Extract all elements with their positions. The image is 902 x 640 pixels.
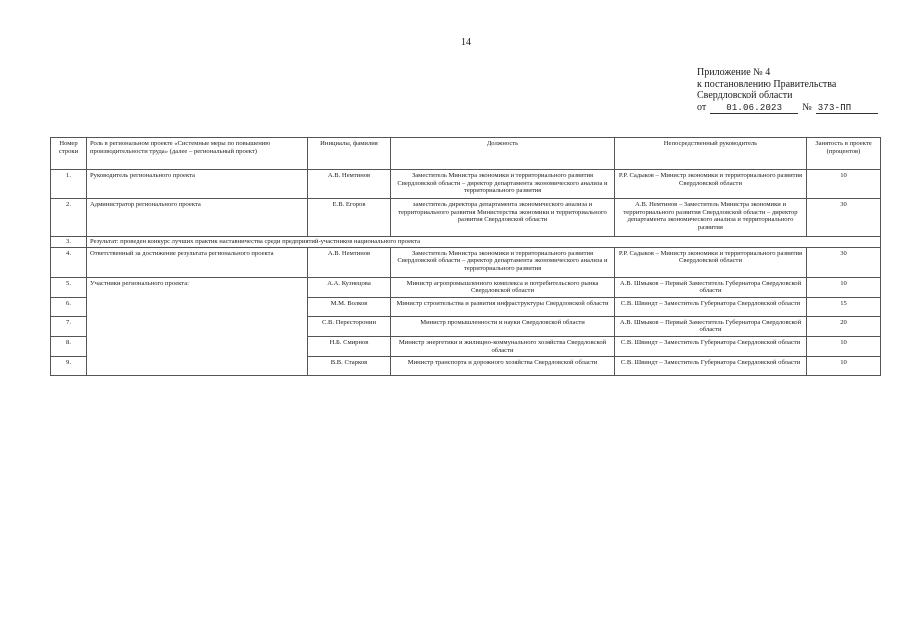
row-result: Результат: проведен конкурс лучших практик наставничества среди предприятий-участников национального проекта: [87, 237, 881, 248]
table-row: [51, 277, 881, 297]
row-manager: А.В. Немтинов – Заместитель Министра экономики и территориального развития Свердловской области – директор департамента экономического анализа и территориального развития: [615, 199, 807, 237]
row-load: 10: [807, 277, 881, 297]
row-load: 10: [807, 357, 881, 376]
header-manager: Непосредственный руководитель: [615, 138, 807, 170]
row-number: 6.: [51, 297, 87, 316]
table-row: [51, 247, 881, 277]
resolution-number: 373-ПП: [816, 103, 878, 114]
row-role: Руководитель регионального проекта: [87, 170, 308, 199]
table-row: [51, 199, 881, 237]
row-name: В.В. Старков: [308, 357, 391, 376]
row-number: 7.: [51, 316, 87, 336]
page-number: 14: [461, 37, 471, 48]
row-name: Н.Б. Смирнов: [308, 336, 391, 356]
row-name: А.В. Немтинов: [308, 170, 391, 199]
row-position: Министр транспорта и дорожного хозяйства Свердловской области: [391, 357, 615, 376]
row-number: 4.: [51, 247, 87, 277]
row-load: 10: [807, 170, 881, 199]
annex-title: Приложение № 4: [697, 67, 771, 78]
row-number: 5.: [51, 277, 87, 297]
row-position: Заместитель Министра экономики и территориального развития Свердловской области – директор департамента экономического анализа и территориального развития: [391, 170, 615, 199]
row-load: 20: [807, 316, 881, 336]
row-manager: Р.Р. Садыков – Министр экономики и территориального развития Свердловской области: [615, 247, 807, 277]
row-position: Министр строительства и развития инфраструктуры Свердловской области: [391, 297, 615, 316]
row-position: Заместитель Министра экономики и территориального развития Свердловской области – директор департамента экономического анализа и территориального развития: [391, 247, 615, 277]
row-load: 15: [807, 297, 881, 316]
row-role: Ответственный за достижение результата регионального проекта: [87, 247, 308, 277]
row-manager: А.В. Шмыков – Первый Заместитель Губернатора Свердловской области: [615, 316, 807, 336]
header-name: Инициалы, фамилия: [308, 138, 391, 170]
annex-date-line: [697, 102, 887, 114]
row-name: А.В. Немтинов: [308, 247, 391, 277]
row-manager: С.В. Швиндт – Заместитель Губернатора Свердловской области: [615, 357, 807, 376]
header-position: Должность: [391, 138, 615, 170]
project-participants-table: [50, 137, 881, 376]
annex-line-resolution: к постановлению Правительства: [697, 78, 837, 90]
resolution-date: 01.06.2023: [710, 103, 798, 114]
header-load: Занятость в проекте (процентов): [807, 138, 881, 170]
number-prefix: №: [802, 101, 812, 113]
row-name: С.В. Пересторонин: [308, 316, 391, 336]
row-load: 30: [807, 199, 881, 237]
table-header-row: [51, 138, 881, 170]
row-manager: С.В. Швиндт – Заместитель Губернатора Свердловской области: [615, 336, 807, 356]
row-position: Министр агропромышленного комплекса и потребительского рынка Свердловской области: [391, 277, 615, 297]
row-number: 2.: [51, 199, 87, 237]
row-role-participants: Участники регионального проекта:: [87, 277, 308, 376]
date-prefix: от: [697, 101, 707, 113]
row-manager: С.В. Швиндт – Заместитель Губернатора Свердловской области: [615, 297, 807, 316]
row-manager: Р.Р. Садыков – Министр экономики и территориального развития Свердловской области: [615, 170, 807, 199]
annex-line-region: Свердловской области: [697, 90, 793, 101]
row-name: А.А. Кузнецова: [308, 277, 391, 297]
row-position: Министр промышленности и науки Свердловской области: [391, 316, 615, 336]
row-load: 30: [807, 247, 881, 277]
row-name: М.М. Волков: [308, 297, 391, 316]
table-row: [51, 170, 881, 199]
row-name: Е.В. Егоров: [308, 199, 391, 237]
header-role: Роль в региональном проекте «Системные меры по повышению производительности труда» (далее – региональный проект): [87, 138, 308, 170]
row-manager: А.В. Шмыков – Первый Заместитель Губернатора Свердловской области: [615, 277, 807, 297]
row-number: 3.: [51, 237, 87, 248]
row-role: Администратор регионального проекта: [87, 199, 308, 237]
table-row-result: [51, 237, 881, 248]
row-number: 8.: [51, 336, 87, 356]
row-position: заместитель директора департамента экономического анализа и территориального развития Министерства экономики и территориального развития Свердловской области: [391, 199, 615, 237]
row-number: 9.: [51, 357, 87, 376]
row-load: 10: [807, 336, 881, 356]
row-number: 1.: [51, 170, 87, 199]
header-row-number: Номер строки: [51, 138, 87, 170]
row-position: Министр энергетики и жилищно-коммунального хозяйства Свердловской области: [391, 336, 615, 356]
annex-header: [697, 67, 887, 114]
